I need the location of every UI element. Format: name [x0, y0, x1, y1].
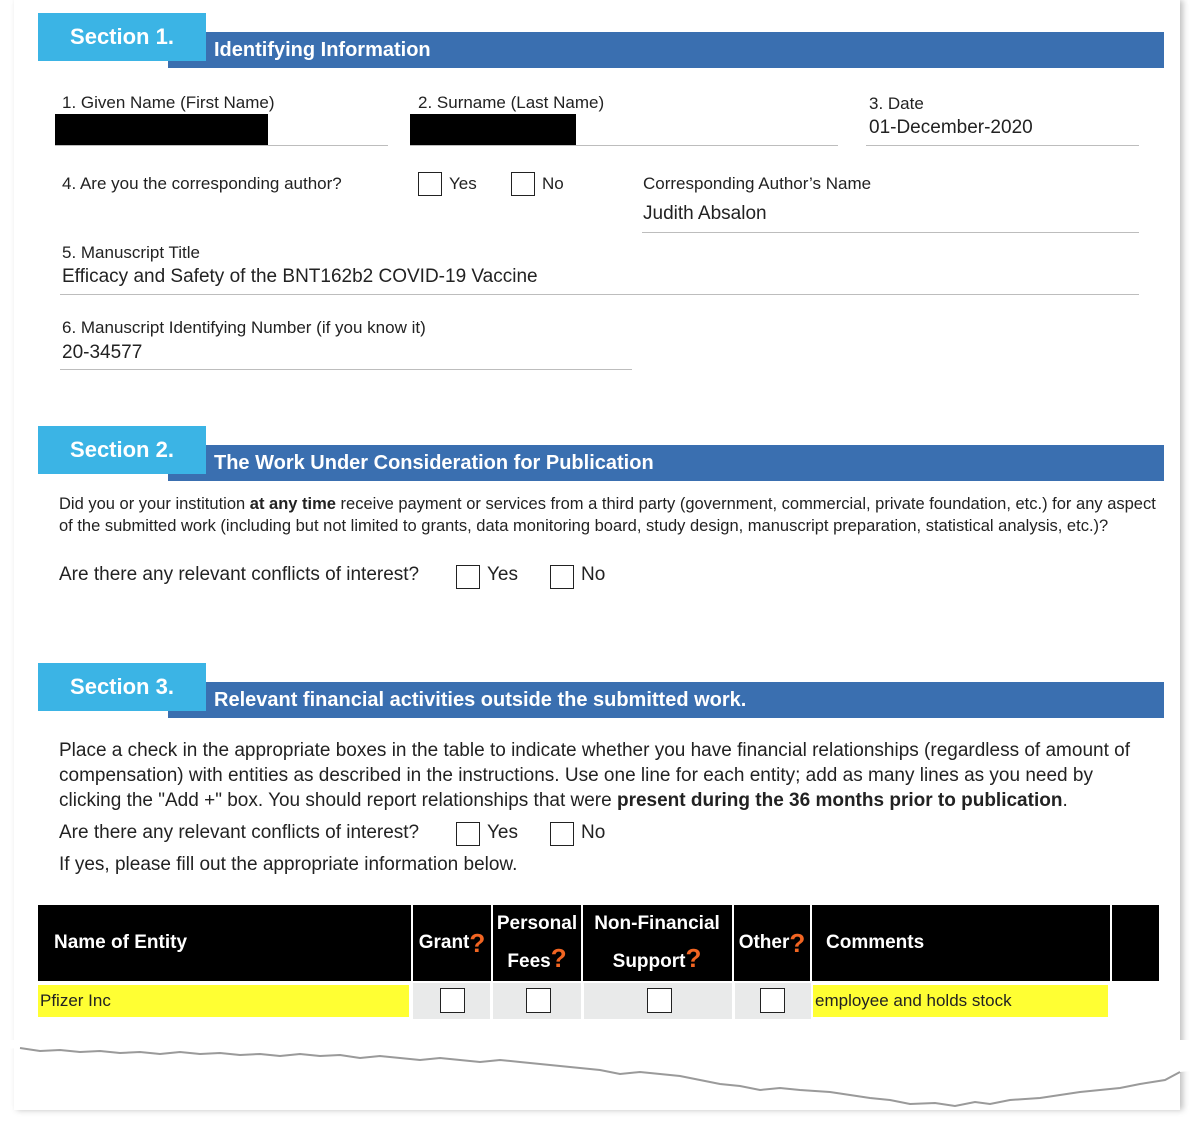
other-checkbox[interactable] — [760, 988, 785, 1013]
given-name-redaction — [55, 114, 268, 145]
section2-question-text: Did you or your institution at any time receive payment or services from a third party (government, commercial, private foundation, etc.) for any aspect of the submitted work (including but not limited to grants, data monitoring board, study design, manuscript preparation, statistical analysis, etc.)? — [59, 495, 1156, 535]
header-divider — [581, 905, 583, 981]
other-help-icon[interactable]: ? — [789, 928, 806, 958]
section3-no-checkbox[interactable] — [550, 822, 574, 846]
header-divider — [1110, 905, 1112, 981]
section3-instructions: Place a check in the appropriate boxes in the table to indicate whether you have financial relationships (regardless of amount of compensation) with entities as described in the instructions. Use one line for each entity; add as many lines as you need by clicking the "Add +" box. You should report relationships that were present during the 36 months prior to publication. — [59, 740, 1130, 811]
manuscript-id-label: 6. Manuscript Identifying Number (if you know it) — [62, 318, 426, 337]
entity-name-cell[interactable]: Pfizer Inc — [38, 985, 409, 1017]
corresponding-name-field — [642, 232, 1139, 233]
section1-tab: Section 1. — [38, 13, 206, 61]
section2-yes-checkbox[interactable] — [456, 565, 480, 589]
section3-title: Relevant financial activities outside the submitted work. — [214, 688, 747, 711]
date-value[interactable]: 01-December-2020 — [869, 117, 1033, 138]
surname-field[interactable] — [410, 145, 838, 146]
date-label: 3. Date — [869, 94, 924, 113]
personal-fees-help-icon[interactable]: ? — [550, 943, 567, 973]
section2-conflict-question: Are there any relevant conflicts of interest? — [59, 564, 420, 585]
section3-yes-label: Yes — [487, 822, 518, 843]
section2-no-checkbox[interactable] — [550, 565, 574, 589]
corresponding-yes-label: Yes — [449, 174, 477, 193]
header-divider — [732, 905, 734, 981]
header-divider — [491, 905, 493, 981]
header-divider — [810, 905, 812, 981]
nonfin-help-icon[interactable]: ? — [685, 943, 702, 973]
section3-conflict-question: Are there any relevant conflicts of interest? — [59, 822, 420, 843]
given-name-label: 1. Given Name (First Name) — [62, 93, 275, 112]
date-field — [866, 145, 1139, 146]
surname-label: 2. Surname (Last Name) — [418, 93, 605, 112]
section2-tab: Section 2. — [38, 426, 206, 474]
manuscript-title-value[interactable]: Efficacy and Safety of the BNT162b2 COVID-19 Vaccine — [62, 266, 538, 287]
grant-checkbox[interactable] — [440, 988, 465, 1013]
manuscript-title-field — [60, 294, 1139, 295]
given-name-field[interactable] — [55, 145, 388, 146]
section1-header-bar — [168, 32, 1164, 68]
section2-header-bar — [168, 445, 1164, 481]
section1-title: Identifying Information — [214, 38, 431, 61]
header-other: Other ? — [738, 928, 806, 958]
section2-title: The Work Under Consideration for Publication — [214, 451, 654, 474]
corresponding-name-label: Corresponding Author’s Name — [643, 174, 872, 193]
corresponding-no-label: No — [542, 174, 564, 193]
header-name-of-entity: Name of Entity — [54, 932, 188, 953]
header-grant: Grant ? — [418, 928, 486, 958]
comments-cell[interactable]: employee and holds stock — [813, 985, 1108, 1017]
manuscript-title-label: 5. Manuscript Title — [62, 243, 200, 262]
section2-yes-label: Yes — [487, 564, 518, 585]
header-non-financial-support: Non-Financial Support? — [594, 913, 720, 973]
section3-fill-note: If yes, please fill out the appropriate information below. — [59, 854, 518, 875]
nonfin-checkbox[interactable] — [647, 988, 672, 1013]
section3-no-label: No — [581, 822, 606, 843]
corresponding-no-checkbox[interactable] — [511, 172, 535, 196]
header-comments: Comments — [826, 932, 925, 953]
header-divider — [411, 905, 413, 981]
section3-header-bar — [168, 682, 1164, 718]
torn-page-edge — [0, 1040, 1200, 1132]
header-personal-fees: Personal Fees? — [496, 913, 578, 973]
section3-tab: Section 3. — [38, 663, 206, 711]
corresponding-author-question: 4. Are you the corresponding author? — [62, 174, 342, 193]
manuscript-id-value[interactable]: 20-34577 — [62, 342, 143, 363]
corresponding-yes-checkbox[interactable] — [418, 172, 442, 196]
grant-help-icon[interactable]: ? — [469, 928, 486, 958]
section2-no-label: No — [581, 564, 606, 585]
personal-fees-checkbox[interactable] — [526, 988, 551, 1013]
manuscript-id-field — [60, 369, 632, 370]
corresponding-name-value[interactable]: Judith Absalon — [643, 203, 767, 224]
surname-redaction — [410, 114, 576, 145]
section3-yes-checkbox[interactable] — [456, 822, 480, 846]
